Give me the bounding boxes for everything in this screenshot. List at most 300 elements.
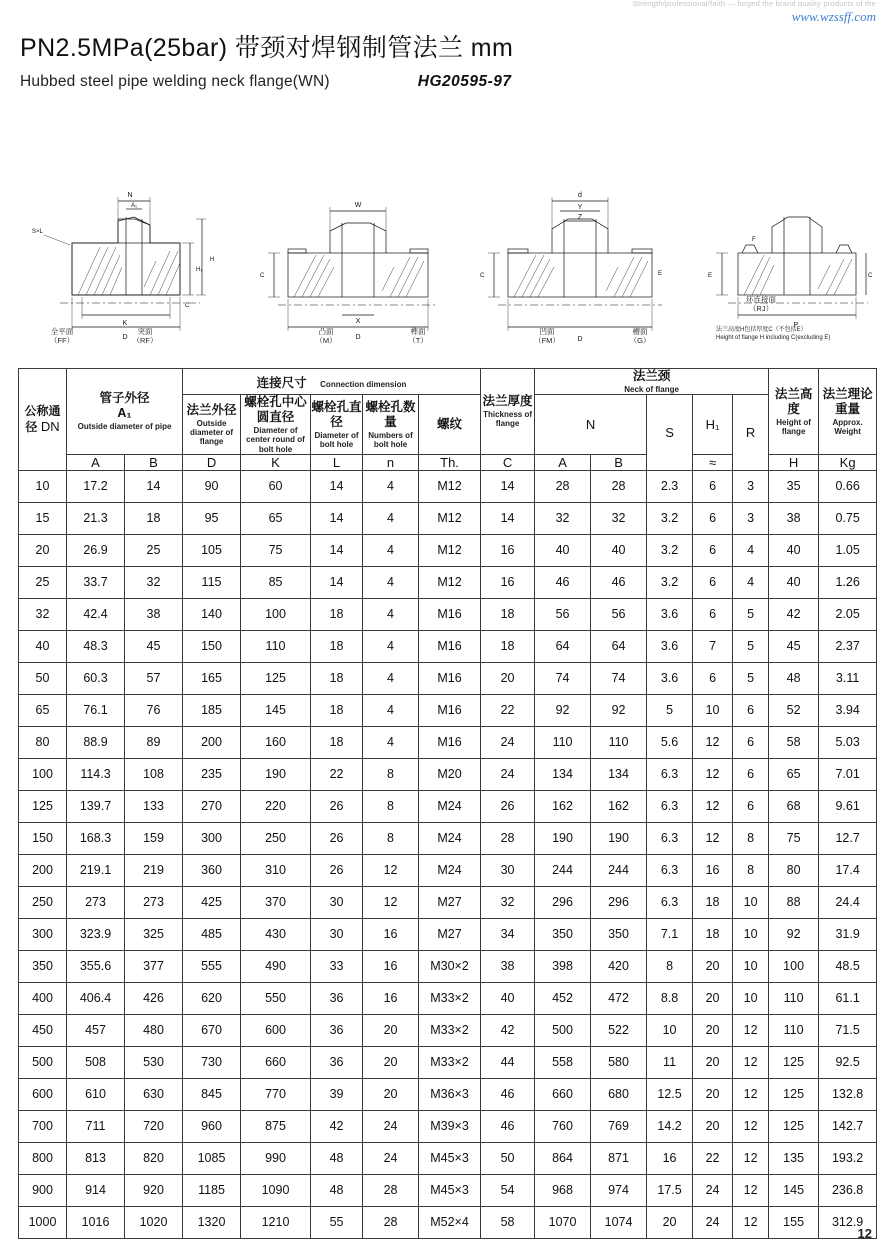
cell-value: 105 <box>183 534 241 566</box>
header-group-connection <box>183 369 481 395</box>
table-row <box>19 1110 877 1142</box>
cell-value: 36 <box>311 1014 363 1046</box>
cell-value: 6 <box>733 694 769 726</box>
cell-value: 610 <box>67 1078 125 1110</box>
cell-value: 2.05 <box>819 598 877 630</box>
cell-value: 457 <box>67 1014 125 1046</box>
cell-value: 7 <box>693 630 733 662</box>
cell-value: 20 <box>693 1078 733 1110</box>
cell-value: 33.7 <box>67 566 125 598</box>
cell-value: 6.3 <box>647 790 693 822</box>
cell-value: 875 <box>241 1110 311 1142</box>
site-url: www.wzssff.com <box>791 9 876 25</box>
cell-value: 32 <box>591 502 647 534</box>
cell-value: 864 <box>535 1142 591 1174</box>
cell-value: 8 <box>363 822 419 854</box>
cell-value: 5 <box>647 694 693 726</box>
cell-value: 14 <box>481 502 535 534</box>
cell-value: 4 <box>363 502 419 534</box>
cell-value: M33×2 <box>419 1014 481 1046</box>
cell-value: 40 <box>769 534 819 566</box>
cell-value: 20 <box>693 950 733 982</box>
cell-value: M39×3 <box>419 1110 481 1142</box>
cell-value: 20 <box>647 1206 693 1238</box>
cell-value: 1185 <box>183 1174 241 1206</box>
cell-value: 18 <box>125 502 183 534</box>
cell-value: 100 <box>769 950 819 982</box>
cell-value: 20 <box>481 662 535 694</box>
drawing-caption-fm: 凹面 （FM） <box>534 327 560 346</box>
drawing-female-groove <box>480 175 680 350</box>
cell-value: 5.03 <box>819 726 877 758</box>
table-row <box>19 566 877 598</box>
cell-value: 8 <box>363 758 419 790</box>
cell-value: 22 <box>693 1142 733 1174</box>
svg-text:A₁: A₁ <box>130 203 138 209</box>
cell-value: 26 <box>311 854 363 886</box>
cell-value: 1016 <box>67 1206 125 1238</box>
cell-value: 95 <box>183 502 241 534</box>
cell-value: 11 <box>647 1046 693 1078</box>
cell-value: 42 <box>769 598 819 630</box>
sym-h1-approx: ≈ <box>708 454 717 470</box>
cell-value: 28 <box>363 1174 419 1206</box>
svg-text:D: D <box>355 334 361 341</box>
cell-value: M16 <box>419 598 481 630</box>
cell-value: 64 <box>535 630 591 662</box>
cell-value: 430 <box>241 918 311 950</box>
header-sym-d <box>183 454 241 470</box>
cell-value: 74 <box>535 662 591 694</box>
header-weight <box>819 369 877 455</box>
cell-value: 312.9 <box>819 1206 877 1238</box>
cell-value: 3.2 <box>647 502 693 534</box>
cell-dn: 20 <box>19 534 67 566</box>
cell-value: 325 <box>125 918 183 950</box>
cell-value: 108 <box>125 758 183 790</box>
cell-value: 92 <box>769 918 819 950</box>
cell-value: 142.7 <box>819 1110 877 1142</box>
cell-value: 18 <box>481 630 535 662</box>
cell-value: 61.1 <box>819 982 877 1014</box>
cell-value: 134 <box>535 758 591 790</box>
cell-value: 2.37 <box>819 630 877 662</box>
cell-value: 406.4 <box>67 982 125 1014</box>
cell-value: 219.1 <box>67 854 125 886</box>
cell-value: 1210 <box>241 1206 311 1238</box>
cell-value: 60 <box>241 470 311 502</box>
header-sym-h1approx <box>693 454 733 470</box>
cell-value: 2.3 <box>647 470 693 502</box>
cell-value: 18 <box>481 598 535 630</box>
sym-a: A <box>91 454 100 470</box>
cell-value: 16 <box>363 918 419 950</box>
header-thickness <box>481 369 535 455</box>
cell-value: 760 <box>535 1110 591 1142</box>
cell-value: 244 <box>535 854 591 886</box>
cell-value: 4 <box>363 694 419 726</box>
cell-value: 273 <box>125 886 183 918</box>
cell-value: 1.05 <box>819 534 877 566</box>
cell-value: 558 <box>535 1046 591 1078</box>
group-pipe-cn: 管子外径 <box>99 391 150 406</box>
header-sym-n <box>363 454 419 470</box>
cell-value: M45×3 <box>419 1142 481 1174</box>
cell-value: 871 <box>591 1142 647 1174</box>
cell-dn: 125 <box>19 790 67 822</box>
cell-value: 125 <box>769 1078 819 1110</box>
drawing-caption-ff: 全平面 （FF） <box>49 327 75 346</box>
cell-value: 110 <box>535 726 591 758</box>
cell-value: 968 <box>535 1174 591 1206</box>
cell-value: 42.4 <box>67 598 125 630</box>
cell-value: 4 <box>363 630 419 662</box>
cell-value: 4 <box>363 598 419 630</box>
cell-value: 770 <box>241 1078 311 1110</box>
cell-value: 24 <box>363 1142 419 1174</box>
cell-value: 145 <box>769 1174 819 1206</box>
sym-k: K <box>271 454 280 470</box>
sym-th: Th. <box>440 454 459 470</box>
drawing-caption-t: 榫面 （T） <box>408 327 428 346</box>
cell-value: M30×2 <box>419 950 481 982</box>
cell-value: 10 <box>733 982 769 1014</box>
cell-value: 730 <box>183 1046 241 1078</box>
cell-value: 56 <box>535 598 591 630</box>
cell-value: 36 <box>311 1046 363 1078</box>
header-thread-cn: 螺纹 <box>437 416 463 431</box>
cell-value: 160 <box>241 726 311 758</box>
cell-value: 425 <box>183 886 241 918</box>
header-flange-height-cn: 法兰高度 <box>774 386 813 416</box>
cell-value: 370 <box>241 886 311 918</box>
watermark-tagline: Strength/professional/faith — forged the brand quality products of the <box>632 0 876 8</box>
svg-text:H: H <box>210 257 215 263</box>
cell-value: 16 <box>481 534 535 566</box>
cell-value: 12 <box>733 1046 769 1078</box>
table-row <box>19 534 877 566</box>
cell-value: 974 <box>591 1174 647 1206</box>
cell-value: 162 <box>535 790 591 822</box>
cell-value: 46 <box>481 1110 535 1142</box>
cell-value: 14 <box>311 470 363 502</box>
cell-value: 35 <box>769 470 819 502</box>
cell-value: 8 <box>363 790 419 822</box>
cell-value: 720 <box>125 1110 183 1142</box>
cell-value: 7.01 <box>819 758 877 790</box>
cell-value: 185 <box>183 694 241 726</box>
cell-value: 40 <box>769 566 819 598</box>
table-row <box>19 694 877 726</box>
header-thread <box>419 395 481 455</box>
table-row <box>19 982 877 1014</box>
cell-value: 74 <box>591 662 647 694</box>
cell-value: 1085 <box>183 1142 241 1174</box>
cell-dn: 65 <box>19 694 67 726</box>
header-dn <box>19 369 67 471</box>
table-row <box>19 1142 877 1174</box>
cell-dn: 350 <box>19 950 67 982</box>
cell-value: 48.3 <box>67 630 125 662</box>
header-sym-na <box>535 454 591 470</box>
cell-value: 3 <box>733 470 769 502</box>
cell-value: 4 <box>733 534 769 566</box>
cell-value: M24 <box>419 854 481 886</box>
cell-value: 52 <box>769 694 819 726</box>
cell-value: 8 <box>733 854 769 886</box>
cell-value: 8 <box>733 822 769 854</box>
cell-value: 5 <box>733 662 769 694</box>
header-h1 <box>693 395 733 455</box>
cell-value: 219 <box>125 854 183 886</box>
cell-value: 88 <box>769 886 819 918</box>
svg-text:S×L: S×L <box>32 229 43 235</box>
cell-value: 3.11 <box>819 662 877 694</box>
cell-value: 769 <box>591 1110 647 1142</box>
cell-value: 3.2 <box>647 566 693 598</box>
cell-value: M12 <box>419 534 481 566</box>
cell-value: M16 <box>419 694 481 726</box>
svg-text:F: F <box>752 237 756 243</box>
cell-value: M33×2 <box>419 1046 481 1078</box>
svg-text:C: C <box>185 303 190 309</box>
cell-dn: 50 <box>19 662 67 694</box>
cell-value: 38 <box>125 598 183 630</box>
cell-value: 296 <box>535 886 591 918</box>
sym-h: H <box>788 454 799 470</box>
cell-value: M16 <box>419 630 481 662</box>
header-bolt-hole-dia-cn: 螺栓孔直径 <box>311 399 362 429</box>
cell-value: 60.3 <box>67 662 125 694</box>
cell-value: 18 <box>693 918 733 950</box>
cell-value: 1020 <box>125 1206 183 1238</box>
group-neck-en: Neck of flange <box>624 385 679 394</box>
cell-value: 42 <box>311 1110 363 1142</box>
cell-value: 31.9 <box>819 918 877 950</box>
cell-value: 8.8 <box>647 982 693 1014</box>
cell-value: 12 <box>693 790 733 822</box>
cell-value: M45×3 <box>419 1174 481 1206</box>
cell-value: 472 <box>591 982 647 1014</box>
header-bolt-hole-dia-en: Diameter of bolt hole <box>314 430 359 449</box>
cell-value: 168.3 <box>67 822 125 854</box>
header-neck-n-label: N <box>585 416 596 432</box>
top-watermark <box>633 0 876 25</box>
cell-value: 75 <box>769 822 819 854</box>
header-bolt-hole-count-cn: 螺栓孔数量 <box>365 399 416 429</box>
title-row-secondary <box>20 73 874 91</box>
cell-value: 4 <box>363 534 419 566</box>
cell-value: 296 <box>591 886 647 918</box>
cell-value: 48.5 <box>819 950 877 982</box>
cell-value: 813 <box>67 1142 125 1174</box>
cell-value: 490 <box>241 950 311 982</box>
header-bolt-hole-dia <box>311 395 363 455</box>
cell-value: 6 <box>693 662 733 694</box>
spec-table-wrap <box>18 368 876 1239</box>
cell-value: 20 <box>363 1078 419 1110</box>
cell-value: 990 <box>241 1142 311 1174</box>
cell-dn: 300 <box>19 918 67 950</box>
drawings-strip <box>18 175 876 350</box>
cell-value: 4 <box>363 566 419 598</box>
cell-value: 660 <box>241 1046 311 1078</box>
cell-value: 4 <box>363 662 419 694</box>
svg-text:D: D <box>577 336 583 343</box>
drawing-caption-rf: 突面 （RF） <box>132 327 158 346</box>
cell-value: 960 <box>183 1110 241 1142</box>
header-sym-c <box>481 454 535 470</box>
cell-value: 76.1 <box>67 694 125 726</box>
cell-value: 6 <box>733 758 769 790</box>
cell-value: 522 <box>591 1014 647 1046</box>
cell-value: 377 <box>125 950 183 982</box>
svg-text:K: K <box>122 320 128 327</box>
cell-value: 24 <box>481 726 535 758</box>
title-block <box>20 28 874 91</box>
cell-value: 6.3 <box>647 886 693 918</box>
note-line-en: Height of flange H including C(excluding E) <box>716 334 831 341</box>
cell-dn: 40 <box>19 630 67 662</box>
sym-n: n <box>386 454 395 470</box>
cell-value: 6 <box>693 598 733 630</box>
cell-value: 139.7 <box>67 790 125 822</box>
cell-value: 16 <box>647 1142 693 1174</box>
cell-value: 46 <box>481 1078 535 1110</box>
cell-value: 360 <box>183 854 241 886</box>
cell-value: 55 <box>311 1206 363 1238</box>
cell-value: M27 <box>419 886 481 918</box>
cell-value: 580 <box>591 1046 647 1078</box>
cell-value: 110 <box>591 726 647 758</box>
cell-value: 220 <box>241 790 311 822</box>
cell-value: 10 <box>693 694 733 726</box>
cell-value: 76 <box>125 694 183 726</box>
cell-value: 5 <box>733 598 769 630</box>
header-neck-s <box>647 395 693 471</box>
cell-value: 100 <box>241 598 311 630</box>
cell-value: 398 <box>535 950 591 982</box>
header-bolt-circle-cn: 螺栓孔中心圆直径 <box>244 395 307 425</box>
cell-value: 6 <box>693 534 733 566</box>
cell-value: 14.2 <box>647 1110 693 1142</box>
cell-value: 190 <box>591 822 647 854</box>
header-group-neck <box>535 369 769 395</box>
cell-value: 323.9 <box>67 918 125 950</box>
cell-value: 71.5 <box>819 1014 877 1046</box>
note-line-cn: 法兰高度H包括厚度C（不包括E） <box>716 327 807 333</box>
cell-value: 46 <box>535 566 591 598</box>
cell-dn: 900 <box>19 1174 67 1206</box>
cell-value: 24 <box>693 1206 733 1238</box>
cell-value: 64 <box>591 630 647 662</box>
cell-value: 10 <box>733 886 769 918</box>
cell-value: 26 <box>311 822 363 854</box>
cell-dn: 1000 <box>19 1206 67 1238</box>
cell-value: 8 <box>647 950 693 982</box>
cell-value: 236.8 <box>819 1174 877 1206</box>
cell-value: 56 <box>591 598 647 630</box>
table-row <box>19 1014 877 1046</box>
cell-value: 32 <box>535 502 591 534</box>
cell-value: 48 <box>311 1174 363 1206</box>
cell-value: 18 <box>693 886 733 918</box>
header-h1-label: H₁ <box>705 416 720 432</box>
table-row <box>19 854 877 886</box>
cell-value: 300 <box>183 822 241 854</box>
cell-value: 18 <box>311 726 363 758</box>
cell-value: 22 <box>481 694 535 726</box>
cell-value: 12 <box>733 1110 769 1142</box>
cell-value: 4 <box>733 566 769 598</box>
standard-code: HG20595-97 <box>417 73 512 90</box>
cell-value: 57 <box>125 662 183 694</box>
cell-value: 30 <box>481 854 535 886</box>
cell-value: M36×3 <box>419 1078 481 1110</box>
cell-value: M24 <box>419 822 481 854</box>
cell-value: 18 <box>311 662 363 694</box>
header-thickness-en: Thickness of flange <box>483 410 532 429</box>
cell-value: M16 <box>419 726 481 758</box>
header-sym-h <box>769 454 819 470</box>
cell-value: 6.3 <box>647 854 693 886</box>
cell-value: 1074 <box>591 1206 647 1238</box>
cell-value: 452 <box>535 982 591 1014</box>
cell-value: 89 <box>125 726 183 758</box>
cell-value: 26 <box>481 790 535 822</box>
cell-dn: 200 <box>19 854 67 886</box>
cell-value: M20 <box>419 758 481 790</box>
cell-value: M12 <box>419 502 481 534</box>
cell-value: 110 <box>769 1014 819 1046</box>
cell-value: 3 <box>733 502 769 534</box>
cell-dn: 100 <box>19 758 67 790</box>
drawing-male-tongue <box>258 175 458 350</box>
cell-value: M24 <box>419 790 481 822</box>
cell-dn: 150 <box>19 822 67 854</box>
cell-value: 58 <box>769 726 819 758</box>
table-body <box>19 470 877 1238</box>
table-row <box>19 822 877 854</box>
cell-value: 132.8 <box>819 1078 877 1110</box>
cell-value: 3.6 <box>647 598 693 630</box>
cell-value: 12 <box>693 822 733 854</box>
cell-value: 3.6 <box>647 630 693 662</box>
cell-value: 4 <box>363 470 419 502</box>
cell-value: 28 <box>591 470 647 502</box>
header-flange-od-en: Outside diameter of flange <box>189 418 234 447</box>
cell-value: 26.9 <box>67 534 125 566</box>
cell-value: M12 <box>419 566 481 598</box>
header-flange-od <box>183 395 241 455</box>
header-sym-nb <box>591 454 647 470</box>
cell-value: 680 <box>591 1078 647 1110</box>
table-row <box>19 1078 877 1110</box>
cell-value: 24.4 <box>819 886 877 918</box>
header-flange-height-en: Height of flange <box>776 417 811 436</box>
cell-value: 820 <box>125 1142 183 1174</box>
cell-value: 920 <box>125 1174 183 1206</box>
cell-value: 5 <box>733 630 769 662</box>
cell-value: 12.5 <box>647 1078 693 1110</box>
cell-value: 1.26 <box>819 566 877 598</box>
cell-value: 5.6 <box>647 726 693 758</box>
cell-value: 133 <box>125 790 183 822</box>
cell-value: 6.3 <box>647 758 693 790</box>
cell-value: 24 <box>363 1110 419 1142</box>
cell-value: 1320 <box>183 1206 241 1238</box>
cell-value: 12 <box>733 1206 769 1238</box>
